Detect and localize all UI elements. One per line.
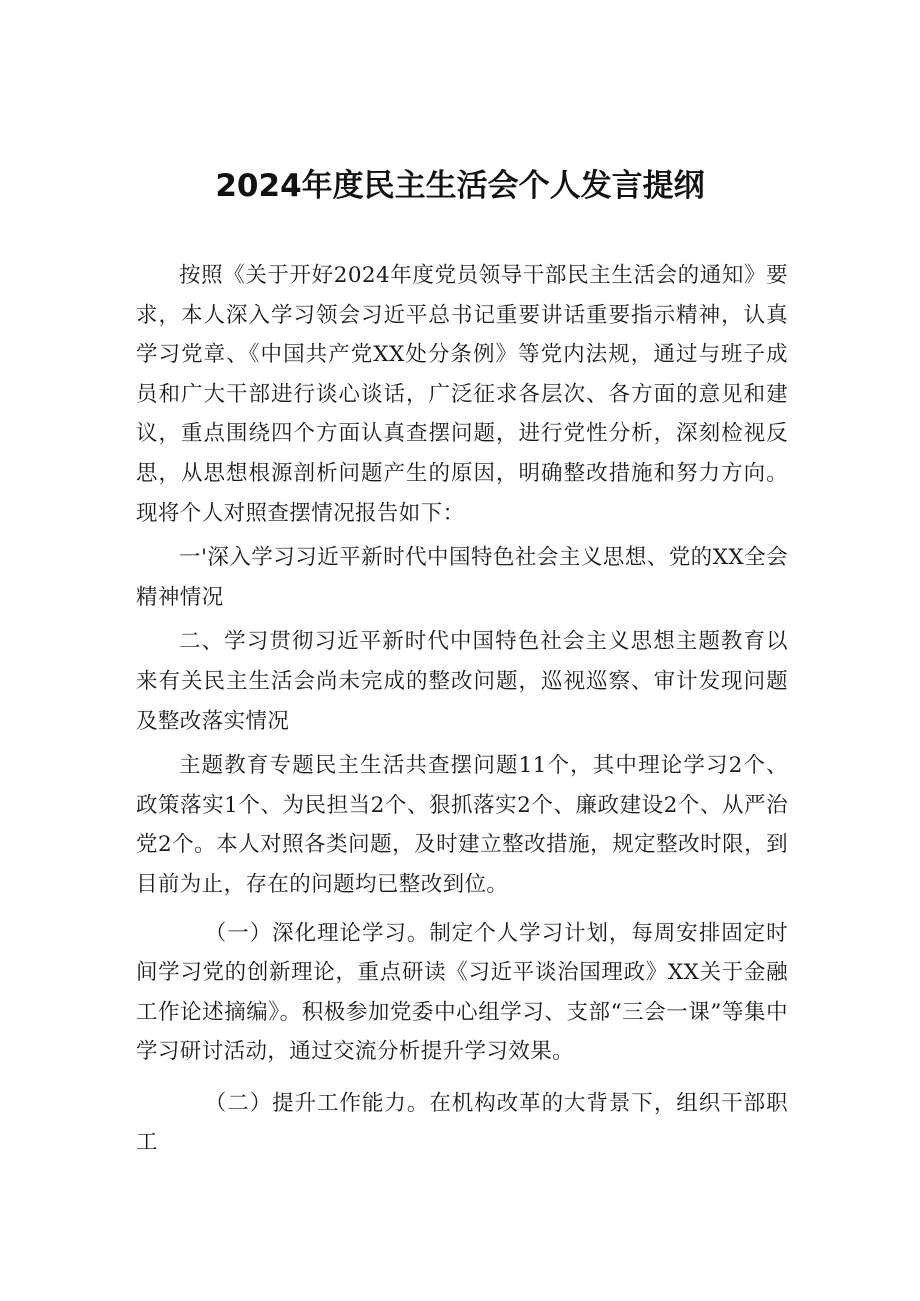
paragraph-item-1: （一）深化理论学习。制定个人学习计划，每周安排固定时间学习党的创新理论，重点研读《习近平谈治国理政》XX关于金融工作论述摘编》。积极参加党委中心组学习、支部“三会一课”等集中学习研讨活动，通过交流分析提升学习效果。	[136, 920, 788, 1065]
document-title: 2024年度民主生活会个人发言提纲	[215, 168, 705, 204]
paragraph-intro: 按照《关于开好2024年度党员领导干部民主生活会的通知》要求，本人深入学习领会习近平总书记重要讲话重要指示精神，认真学习党章、《中国共产党XX处分条例》等党内法规，通过与班子成员和广大干部进行谈心谈话，广泛征求各层次、各方面的意见和建议，重点围绕四个方面认真查摆问题，进行党性分析，深刻检视反思，从思想根源剖析问题产生的原因，明确整改措施和努力方向。现将个人对照查摆情况报告如下：	[136, 263, 788, 526]
paragraph-summary: 主题教育专题民主生活共查摆问题11个，其中理论学习2个、政策落实1个、为民担当2个、狠抓落实2个、廉政建设2个、从严治党2个。本人对照各类问题，及时建立整改措施，规定整改时限，到目前为止，存在的问题均已整改到位。	[136, 753, 788, 897]
heading-section-1: 一'深入学习习近平新时代中国特色社会主义思想、党的XX全会精神情况	[136, 545, 788, 610]
paragraph-item-2: （二）提升工作能力。在机构改革的大背景下，组织干部职工	[136, 1090, 788, 1156]
heading-section-2: 二、学习贯彻习近平新时代中国特色社会主义思想主题教育以来有关民主生活会尚未完成的整改问题，巡视巡察、审计发现问题及整改落实情况	[136, 629, 788, 734]
document-body	[136, 256, 788, 1163]
